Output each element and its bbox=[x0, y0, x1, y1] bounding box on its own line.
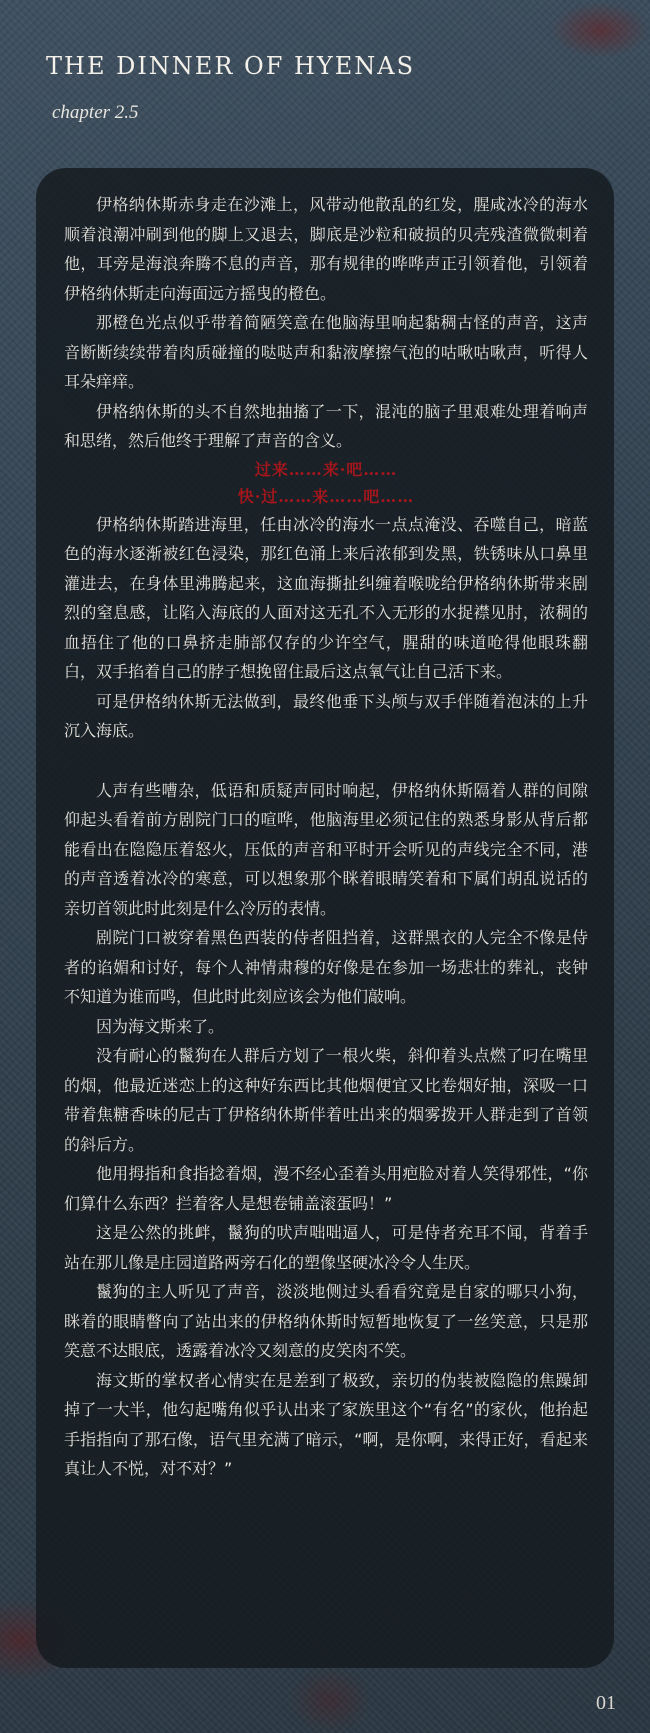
paragraph: 伊格纳休斯赤身走在沙滩上，风带动他散乱的红发，腥咸冰冷的海水顺着浪潮冲刷到他的脚上又退去，脚底是沙粒和破损的贝壳残渣微微刺着他，耳旁是海浪奔腾不息的声音，那有规律的哗哗声正引领着他，引领着伊格纳休斯走向海面远方摇曳的橙色。 bbox=[64, 195, 588, 303]
section-break bbox=[64, 746, 588, 776]
red-voice-line: 快·过……来……吧…… bbox=[237, 486, 415, 506]
book-title: THE DINNER OF HYENAS bbox=[46, 52, 416, 80]
page-number: 01 bbox=[596, 1692, 616, 1714]
red-voice-line: 过来……来·吧…… bbox=[254, 459, 398, 479]
paragraph: 这是公然的挑衅，鬣狗的吠声咄咄逼人，可是侍者充耳不闻，背着手站在那儿像是庄园道路两旁石化的塑像坚硬冰冷令人生厌。 bbox=[64, 1223, 588, 1272]
paragraph: 没有耐心的鬣狗在人群后方划了一根火柴，斜仰着头点燃了叼在嘴里的烟，他最近迷恋上的这种好东西比其他烟便宜又比卷烟好抽，深吸一口带着焦糖香味的尼古丁伊格纳休斯伴着吐出来的烟雾拨开人群走到了首领的斜后方。 bbox=[64, 1046, 588, 1154]
chapter-label: chapter 2.5 bbox=[52, 102, 139, 123]
paragraph: 海文斯的掌权者心情实在是差到了极致，亲切的伪装被隐隐的焦躁卸掉了一大半，他勾起嘴角似乎认出来了家族里这个“有名”的家伙，他抬起手指指向了那石像，语气里充满了暗示，“啊，是你啊，来得正好，看起来真让人不悦，对不对？” bbox=[64, 1370, 588, 1478]
paragraph: 鬣狗的主人听见了声音，淡淡地侧过头看看究竟是自家的哪只小狗，眯着的眼睛瞥向了站出来的伊格纳休斯时短暂地恢复了一丝笑意，只是那笑意不达眼底，透露着冰冷又刻意的皮笑肉不笑。 bbox=[64, 1282, 588, 1360]
paragraph: 人声有些嘈杂，低语和质疑声同时响起，伊格纳休斯隔着人群的间隙仰起头看着前方剧院门口的喧哗，他脑海里必须记住的熟悉身影从背后都能看出在隐隐压着怒火，压低的声音和平时开会听见的声线完全不同，港的声音透着冰冷的寒意，可以想象那个眯着眼睛笑着和下属们胡乱说话的亲切首领此时此刻是什么冷厉的表情。 bbox=[64, 780, 588, 918]
text-panel bbox=[36, 168, 614, 1668]
paragraph: 伊格纳休斯的头不自然地抽搐了一下，混沌的脑子里艰难处理着响声和思绪，然后他终于理解了声音的含义。 bbox=[64, 401, 588, 450]
paragraph: 剧院门口被穿着黑色西装的侍者阻挡着，这群黑衣的人完全不像是侍者的谄媚和讨好，每个人神情肃穆的好像是在参加一场悲壮的葬礼，丧钟不知道为谁而鸣，但此时此刻应该会为他们敲响。 bbox=[64, 928, 588, 1006]
paragraph: 可是伊格纳休斯无法做到，最终他垂下头颅与双手伴随着泡沫的上升沉入海底。 bbox=[64, 691, 588, 740]
paragraph: 他用拇指和食指捻着烟，漫不经心歪着头用疤脸对着人笑得邪性，“你们算什么东西？拦着客人是想卷铺盖滚蛋吗！” bbox=[64, 1164, 588, 1213]
paragraph: 那橙色光点似乎带着简陋笑意在他脑海里响起黏稠古怪的声音，这声音断断续续带着肉质碰撞的哒哒声和黏液摩擦气泡的咕啾咕啾声，听得人耳朵痒痒。 bbox=[64, 313, 588, 391]
paragraph: 伊格纳休斯踏进海里，任由冰冷的海水一点点淹没、吞噬自己，暗蓝色的海水逐渐被红色浸染，那红色涌上来后浓郁到发黑，铁锈味从口鼻里灌进去，在身体里沸腾起来，这血海撕扯纠缠着喉咙给伊格纳休斯带来剧烈的窒息感，让陷入海底的人面对这无孔不入无形的水捉襟见肘，浓稠的血捂住了他的口鼻挤走肺部仅存的少许空气，腥甜的味道呛得他眼珠翻白，双手掐着自己的脖子想挽留住最后这点氧气让自己活下来。 bbox=[64, 514, 588, 681]
paragraph: 因为海文斯来了。 bbox=[96, 1016, 225, 1036]
